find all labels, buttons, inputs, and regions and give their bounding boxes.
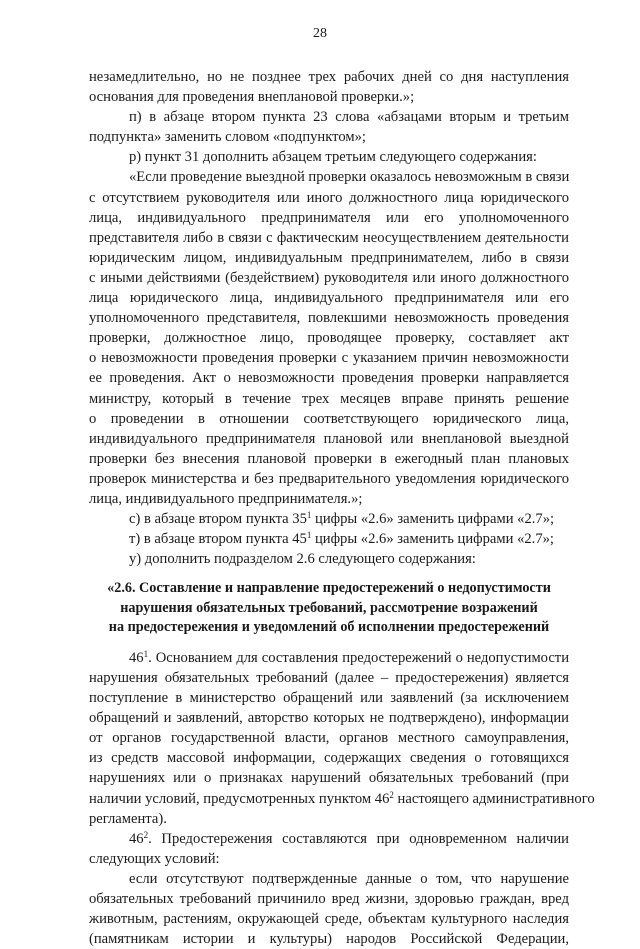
text-line: министру, который в течение трех месяцев вправе принять решение [89, 390, 569, 407]
paragraph [89, 529, 569, 549]
heading-line: на предостережения и уведомлений об исполнении предостережений [108, 619, 550, 636]
text-line: проверки без внесения плановой проверки в ежегодный план плановых [89, 450, 569, 467]
text-line: с иными действиями (бездействием) руководителя или иного должностного [89, 269, 569, 286]
paragraph [89, 869, 569, 949]
text-line: обращений и заявлений, авторство которых не подтверждено), информации [89, 710, 569, 727]
text-line: нарушения обязательных требований (далее – предостережения) является [89, 669, 569, 686]
paragraph [89, 167, 569, 509]
text-line: $46^1$. Основанием для составления предостережений о недопустимости [129, 648, 569, 666]
text-line: проверок министерства и без предварительного уведомления юридического [89, 470, 569, 487]
text-line: представителя либо в связи с фактическим неосуществлением деятельности [89, 229, 569, 246]
text-line: нарушениях или о признаках нарушений обязательных требований (при [89, 770, 569, 787]
text-line: наличии условий, предусмотренных пунктом $46^2$ настоящего административного [89, 789, 595, 807]
text-line: подпункта» заменить словом «подпунктом»; [89, 129, 366, 146]
text-line: о невозможности проведения проверки с указанием причин невозможности [89, 350, 569, 367]
text-line: основания для проведения внеплановой проверки.»; [89, 89, 415, 106]
superscript: 1 [306, 510, 312, 521]
text-line: о проведении в отношении соответствующего юридического лица, [89, 410, 569, 427]
text-line: незамедлительно, но не позднее трех рабочих дней со дня наступления [89, 69, 569, 85]
text-line: с) в абзаце втором пункта $35^1$ цифры «2.6» заменить цифрами «2.7»; [129, 510, 555, 528]
text-line: ее проведения. Акт о невозможности проведения проверки направляется [89, 370, 569, 387]
section-heading [89, 579, 569, 638]
paragraph [89, 509, 569, 529]
text-line: п) в абзаце втором пункта 23 слова «абзацами вторым и третьим [129, 109, 569, 126]
text-line: регламента). [89, 810, 167, 827]
text-line: лица юридического лица, индивидуального предпринимателя или его [89, 290, 569, 307]
text-line: «Если проведение выездной проверки оказалось невозможным в связи [129, 169, 570, 186]
text-line: лица, индивидуального предпринимателя.»; [89, 490, 363, 507]
text-line: лица, индивидуального предпринимателя или его уполномоченного [89, 209, 569, 226]
text-line: (памятникам истории и культуры) народов Российской Федерации, [89, 931, 569, 948]
paragraph [89, 107, 569, 147]
superscript: 1 [143, 648, 149, 659]
page-number: 28 [313, 26, 327, 41]
text-line: обязательных требований причинило вред жизни, здоровью граждан, вред [89, 890, 569, 907]
text-line: юридическим лицом, индивидуальным предпринимателем, либо в связи [89, 249, 569, 266]
superscript: 1 [306, 530, 312, 541]
heading-line: нарушения обязательных требований, рассмотрение возражений [120, 599, 538, 616]
superscript: 2 [389, 789, 394, 800]
text-line: следующих условий: [89, 850, 220, 867]
text-line: животным, растениям, окружающей среде, объектам культурного наследия [89, 911, 569, 928]
text-line: если отсутствуют подтвержденные данные о том, что нарушение [129, 870, 569, 887]
text-line: поступление в министерство обращений или заявлений (за исключением [89, 690, 569, 707]
text-line: индивидуального предпринимателя плановой или внеплановой выездной [89, 430, 569, 447]
text-line: т) в абзаце втором пункта $45^1$ цифры «2.6» заменить цифрами «2.7»; [129, 530, 554, 548]
paragraph [89, 829, 569, 869]
document-body [89, 67, 595, 949]
text-line: уполномоченного представителя, повлекшими невозможность проведения [89, 310, 569, 327]
paragraph [89, 648, 595, 829]
text-line: из средств массовой информации, содержащих сведения о готовящихся [89, 750, 569, 767]
heading-line: «2.6. Составление и направление предостережений о недопустимости [107, 580, 551, 597]
paragraph [89, 67, 569, 107]
superscript: 2 [143, 829, 149, 840]
text-line: проверки, должностное лицо, проводящее проверку, составляет акт [89, 330, 569, 347]
text-line: с отсутствием руководителя или иного должностного лица юридического [89, 189, 569, 206]
paragraph [89, 147, 569, 167]
text-line: от органов государственной власти, органов местного самоуправления, [89, 730, 569, 747]
paragraph [89, 549, 569, 569]
text-line: $46^2$. Предостережения составляются при одновременном наличии [129, 829, 569, 847]
text-line: р) пункт 31 дополнить абзацем третьим следующего содержания: [129, 149, 537, 166]
text-line: у) дополнить подразделом 2.6 следующего содержания: [129, 551, 476, 568]
